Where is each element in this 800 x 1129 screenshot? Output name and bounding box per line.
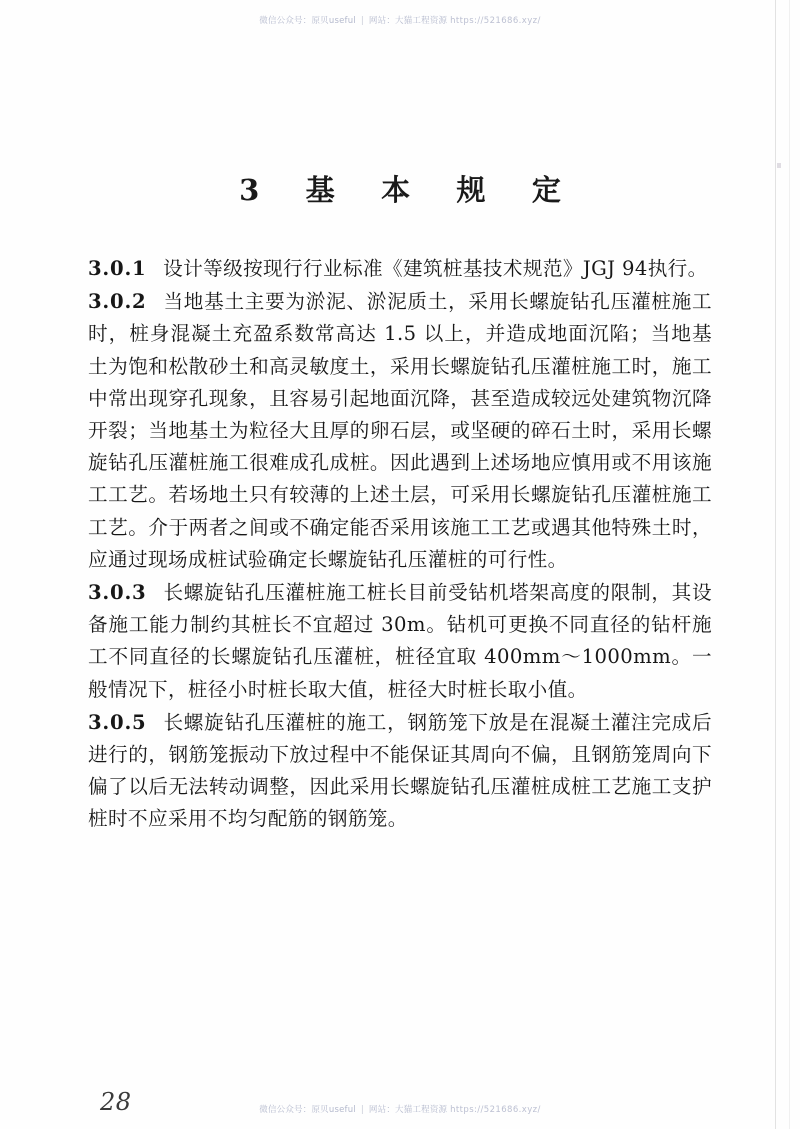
watermark-separator: | bbox=[360, 1105, 364, 1115]
watermark-account-label: 微信公众号： bbox=[259, 16, 312, 26]
page-content bbox=[88, 0, 712, 837]
clause-item bbox=[88, 707, 712, 836]
scan-artifact-speck bbox=[777, 163, 781, 168]
watermark-account-name: 原贝useful bbox=[311, 16, 356, 26]
watermark-account-name: 原贝useful bbox=[311, 1105, 356, 1115]
watermark-site-label: 网站： bbox=[368, 1105, 396, 1115]
clause-number: 3.0.5 bbox=[88, 710, 147, 734]
clause-list bbox=[88, 253, 712, 836]
page-number: 28 bbox=[100, 1088, 132, 1116]
clause-item bbox=[88, 253, 712, 285]
clause-text: 长螺旋钻孔压灌桩施工桩长目前受钻机塔架高度的限制，其设备施工能力制约其桩长不宜超过 30m。钻机可更换不同直径的钻杆施工不同直径的长螺旋钻孔压灌桩，桩径宜取 400mm～1000mm。一般情况下，桩径小时桩长取大值，桩径大时桩长取小值。 bbox=[88, 581, 712, 701]
watermark-account-label: 微信公众号： bbox=[259, 1105, 312, 1115]
watermark-separator: | bbox=[360, 16, 364, 26]
watermark-url: https://521686.xyz/ bbox=[450, 16, 541, 26]
watermark-site-name: 大猫工程资源 bbox=[395, 1105, 448, 1115]
clause-text: 长螺旋钻孔压灌桩的施工，钢筋笼下放是在混凝土灌注完成后进行的，钢筋笼振动下放过程中不能保证其周向不偏，且钢筋笼周向下偏了以后无法转动调整，因此采用长螺旋钻孔压灌桩成桩工艺施工支护桩时不应采用不均匀配筋的钢筋笼。 bbox=[88, 710, 712, 831]
page-outer-edge-line bbox=[789, 0, 790, 1129]
watermark-bottom bbox=[0, 1103, 800, 1115]
clause-text: 设计等级按现行行业标准《建筑桩基技术规范》JGJ 94执行。 bbox=[163, 257, 708, 280]
watermark-url: https://521686.xyz/ bbox=[450, 1105, 541, 1115]
clause-number: 3.0.1 bbox=[88, 257, 147, 280]
clause-text: 当地基土主要为淤泥、淤泥质土，采用长螺旋钻孔压灌桩施工时，桩身混凝土充盈系数常高达 1.5 以上，并造成地面沉陷；当地基土为饱和松散砂土和高灵敏度土，采用长螺旋钻孔压灌桩施工时，施工中常出现穿孔现象，且容易引起地面沉降，甚至造成较远处建筑物沉降开裂；当地基土为粒径大且厚的卵石层，或坚硬的碎石土时，采用长螺旋钻孔压灌桩施工很难成孔成桩。因此遇到上述场地应慎用或不用该施工工艺。若场地土只有较薄的上述土层，可采用长螺旋钻孔压灌桩施工工艺。介于两者之间或不确定能否采用该施工工艺或遇其他特殊土时，应通过现场成桩试验确定长螺旋钻孔压灌桩的可行性。 bbox=[88, 290, 712, 571]
clause-number: 3.0.3 bbox=[88, 581, 147, 605]
watermark-site-name: 大猫工程资源 bbox=[395, 16, 448, 26]
watermark-site-label: 网站： bbox=[368, 16, 396, 26]
clause-number: 3.0.2 bbox=[88, 290, 147, 314]
clause-item bbox=[88, 577, 712, 706]
page-edge-line bbox=[775, 0, 776, 1129]
clause-item bbox=[88, 286, 712, 576]
chapter-title: 3 基 本 规 定 bbox=[239, 173, 570, 207]
